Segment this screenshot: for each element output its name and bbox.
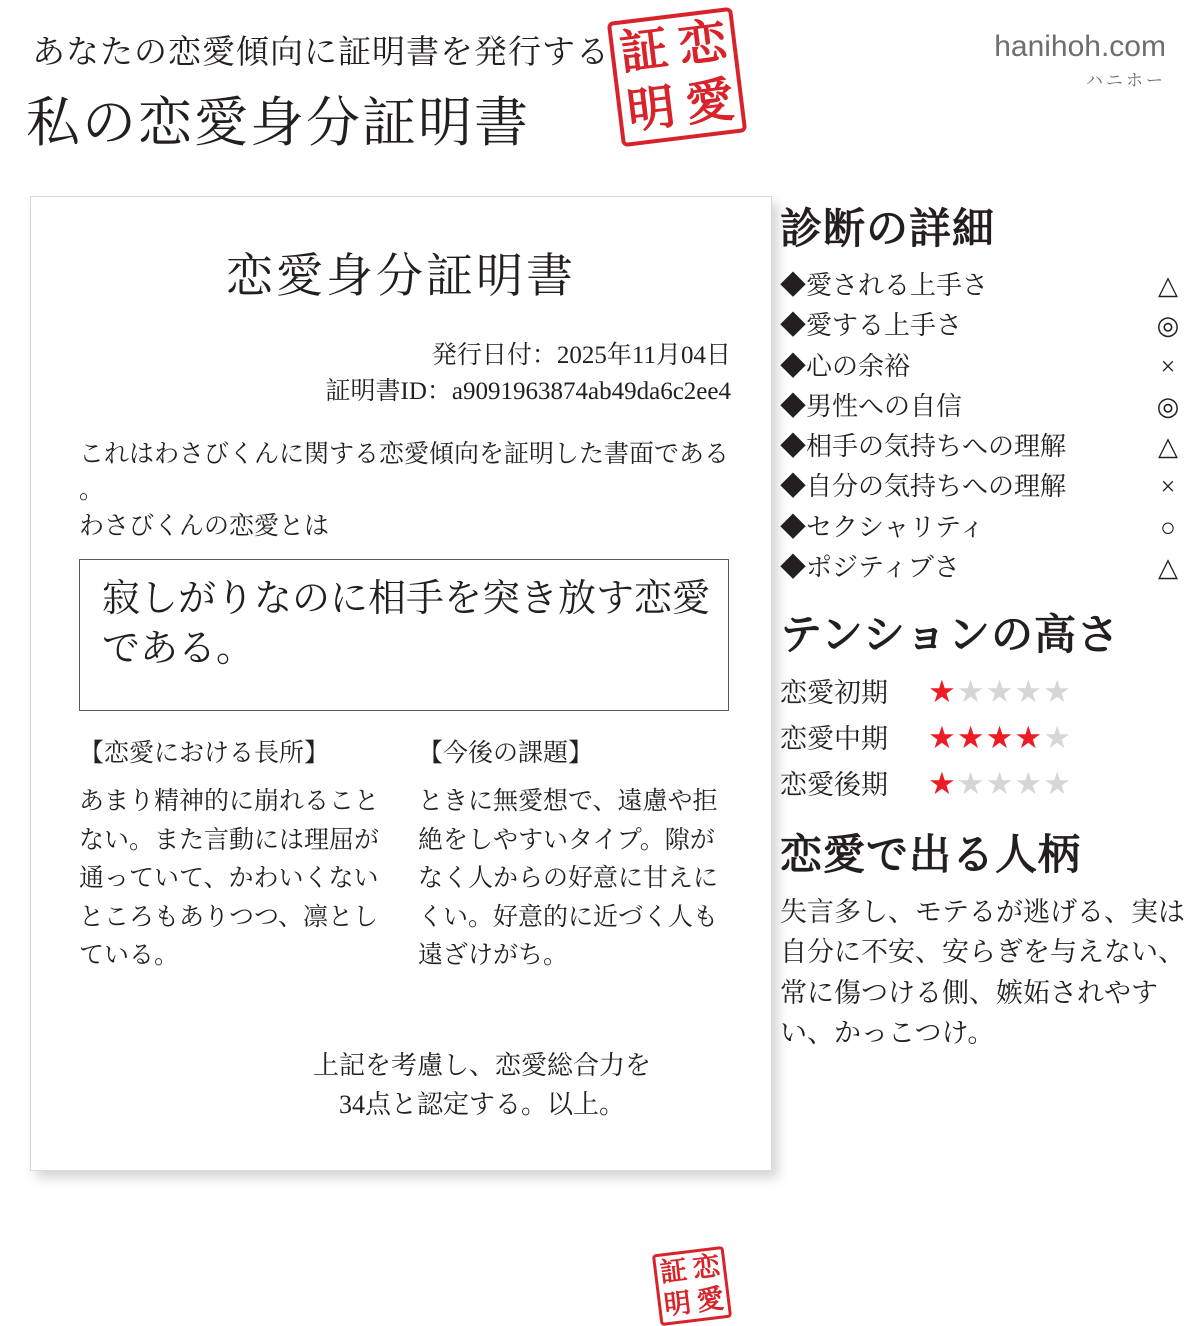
star-rating-icon (928, 764, 1072, 806)
tension-row (780, 764, 1190, 806)
detail-item (780, 266, 1190, 306)
tension-row-label: 恋愛中期 (780, 723, 888, 754)
details-list (780, 266, 1190, 588)
brand-name: hanihoh.com (994, 30, 1166, 63)
certificate-title: 恋愛身分証明書 (226, 251, 576, 303)
stamp-char: 愛 (695, 1283, 726, 1317)
stamp-char: 明 (662, 1287, 693, 1321)
star-empty-icon: ★ (1014, 766, 1044, 803)
detail-item (780, 347, 1190, 387)
stamp-char: 明 (624, 80, 679, 139)
certificate-id: 証明書ID：a9091963874ab49da6c2ee4 (325, 378, 731, 406)
certificate-card (30, 196, 772, 1321)
detail-item (780, 508, 1190, 548)
star-empty-icon: ★ (1043, 720, 1072, 757)
issues-text: ときに無愛想で、遠慮や拒絶をしやすいタイプ。隙がなく人からの好意に甘えにくい。好意的に近づく人も遠ざけがち。 (418, 788, 719, 970)
detail-item-label: ◆心の余裕 (780, 351, 911, 381)
detail-item (780, 427, 1190, 467)
red-seal-stamp-icon (607, 7, 747, 147)
certificate-footer (313, 1046, 651, 1124)
tension-row-label: 恋愛初期 (780, 678, 888, 709)
details-section-title: 診断の詳細 (780, 207, 996, 253)
detail-item-mark: △ (1158, 271, 1178, 300)
tension-row (780, 718, 1190, 760)
star-rating-icon (928, 672, 1072, 714)
star-filled-icon: ★ (1014, 720, 1044, 757)
star-rating-icon (928, 718, 1072, 760)
stamp-char: 恋 (675, 14, 730, 73)
detail-item (780, 306, 1190, 346)
tension-row (780, 672, 1190, 714)
brand-logo (994, 30, 1166, 91)
issues-column (418, 733, 735, 976)
detail-item-mark: ◎ (1156, 311, 1180, 341)
detail-item-label: ◆自分の気持ちへの理解 (780, 472, 1067, 502)
detail-item-mark: ○ (1160, 512, 1176, 542)
star-filled-icon: ★ (956, 720, 986, 757)
detail-item (780, 548, 1190, 588)
sidebar-panel (780, 196, 1190, 1054)
certificate-lead-1: これはわさびくんに関する恋愛傾向を証明した書面である (79, 440, 730, 468)
detail-item (780, 387, 1190, 427)
detail-item-mark: ◎ (1156, 391, 1180, 421)
red-seal-stamp-small-icon (652, 1246, 732, 1326)
star-empty-icon: ★ (985, 674, 1015, 711)
stamp-char: 愛 (682, 72, 737, 132)
brand-kana: ハニホー (1086, 71, 1166, 90)
star-empty-icon: ★ (956, 766, 986, 803)
tension-section-title: テンションの高さ (780, 613, 1121, 660)
certificate-lead-2: わさびくんの恋愛とは (79, 513, 330, 540)
star-empty-icon: ★ (985, 766, 1015, 803)
detail-item-mark: × (1160, 472, 1176, 502)
stamp-char: 証 (616, 21, 672, 81)
star-empty-icon: ★ (1014, 674, 1044, 711)
detail-item-label: ◆ポジティブさ (780, 553, 960, 583)
stamp-char: 証 (658, 1254, 689, 1288)
star-empty-icon: ★ (1043, 766, 1072, 803)
certificate-body (31, 437, 771, 546)
star-empty-icon: ★ (956, 674, 986, 711)
page-header (0, 0, 1200, 180)
footer-line-1: 上記を考慮し、恋愛総合力を (312, 1051, 651, 1080)
detail-item-mark: × (1160, 351, 1176, 381)
footer-line-2: 34点と認定する。以上。 (338, 1090, 625, 1119)
detail-item-mark: △ (1158, 553, 1178, 583)
stamp-char: 恋 (691, 1250, 722, 1284)
issue-date: 発行日付：2025年11月04日 (431, 342, 731, 369)
certificate-lead-1b: 。 (79, 476, 105, 504)
tension-list (780, 672, 1190, 806)
star-filled-icon: ★ (928, 674, 957, 711)
star-filled-icon: ★ (928, 766, 957, 803)
detail-item-label: ◆愛される上手さ (780, 271, 989, 300)
certificate-meta (31, 338, 771, 411)
star-empty-icon: ★ (1043, 674, 1072, 711)
certificate-highlight: 寂しがりなのに相手を突き放す恋愛である。 (79, 559, 729, 711)
persona-section-title: 恋愛で出る人柄 (780, 832, 1082, 879)
header-subtitle: あなたの恋愛傾向に証明書を発行する (32, 35, 610, 71)
star-filled-icon: ★ (985, 720, 1015, 757)
star-filled-icon: ★ (928, 720, 957, 757)
certificate-columns (79, 733, 735, 976)
detail-item (780, 467, 1190, 507)
detail-item-label: ◆相手の気持ちへの理解 (780, 432, 1067, 462)
persona-text: 失言多し、モテるが逃げる、実は自分に不安、安らぎを与えない、常に傷つける側、嫉妬されやすい、かっこつけ。 (780, 896, 1185, 1049)
detail-item-mark: △ (1158, 432, 1178, 462)
page-title: 私の恋愛身分証明書 (26, 93, 530, 153)
detail-item-label: ◆愛する上手さ (780, 311, 963, 341)
detail-item-label: ◆男性への自信 (780, 391, 963, 421)
strengths-column (79, 733, 396, 976)
issues-heading: 【今後の課題】 (418, 740, 594, 768)
tension-row-label: 恋愛後期 (780, 769, 888, 800)
strengths-heading: 【恋愛における長所】 (79, 740, 330, 768)
detail-item-label: ◆セクシャリティ (780, 512, 985, 542)
strengths-text: あまり精神的に崩れることない。また言動には理屈が通っていて、かわいくないところもありつつ、凛としている。 (79, 788, 380, 970)
